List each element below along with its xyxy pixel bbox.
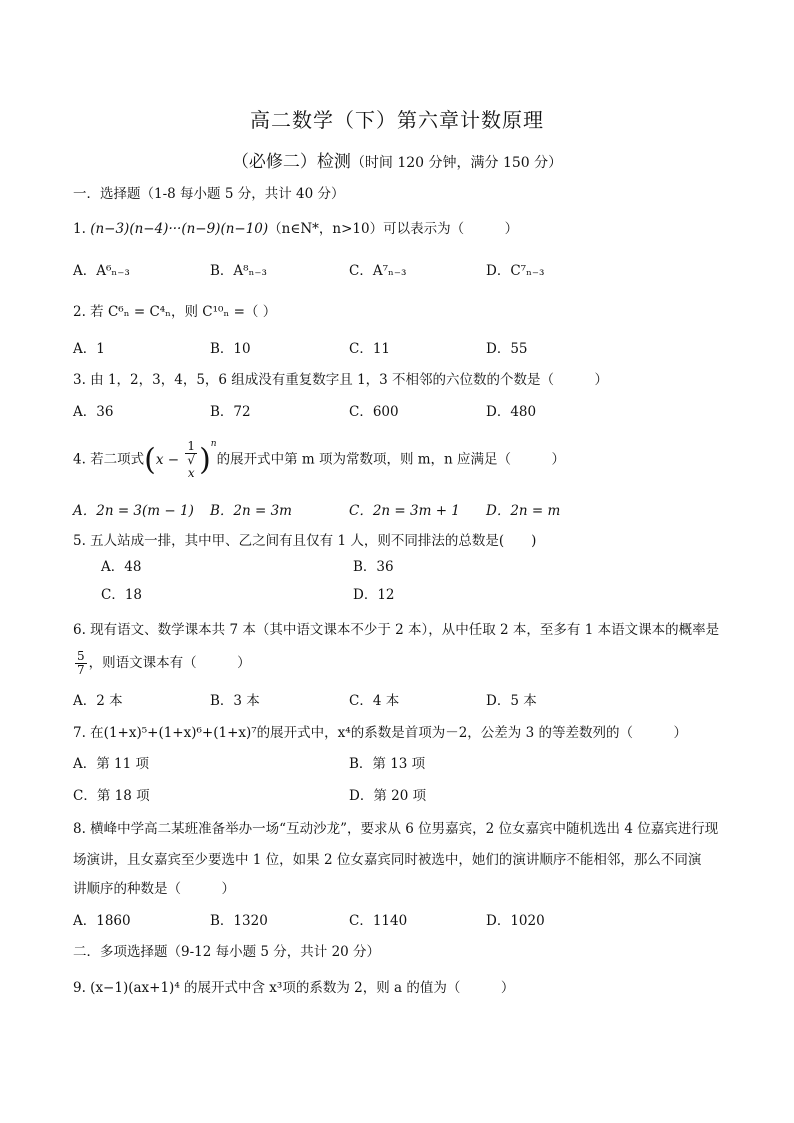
question-4 (73, 440, 565, 480)
q6-fraction-denominator: 7 (77, 663, 85, 677)
question-1 (73, 219, 518, 239)
page-subtitle (0, 147, 794, 172)
question-6-line-2 (73, 648, 251, 678)
q4-option-b: B．2n = 3m (210, 503, 292, 519)
q2-option-b: B．10 (210, 341, 251, 357)
q1-expression: (n−3)(n−4)···(n−9)(n−10) (90, 221, 269, 237)
page-title: 高二数学（下）第六章计数原理 (250, 108, 544, 132)
q4-suffix: 的展开式中第 m 项为常数项，则 m，n 应满足（ ） (216, 451, 566, 468)
q2-option-d: D．55 (486, 341, 528, 357)
q7-option-c: C．第 18 项 (73, 788, 150, 804)
q6-text-2: ，则语文课本有（ ） (88, 655, 251, 671)
q6-fraction (75, 650, 87, 677)
q1-option-a: A．A⁶ₙ₋₃ (73, 263, 130, 279)
q7-option-a: A．第 11 项 (73, 756, 150, 772)
q1-option-c: C．A⁷ₙ₋₃ (349, 263, 407, 279)
q5-option-d: D．12 (353, 587, 395, 603)
section-heading-1: 一．选择题（1-8 每小题 5 分，共计 40 分） (73, 186, 345, 202)
q1-option-d: D．C⁷ₙ₋₃ (486, 263, 545, 279)
q8-option-b: B．1320 (210, 913, 268, 929)
subtitle-note: （时间 120 分钟，满分 150 分） (350, 155, 563, 171)
q8-option-a: A．1860 (73, 913, 131, 929)
q8-option-c: C．1140 (349, 913, 408, 929)
q6-option-a: A．2 本 (73, 693, 123, 709)
q3-option-c: C．600 (349, 404, 399, 420)
q4-option-d: D．2n = m (486, 503, 561, 519)
q2-option-a: A．1 (73, 341, 105, 357)
q6-fraction-numerator: 5 (77, 649, 85, 663)
question-2: 2. 若 C⁶ₙ = C⁴ₙ，则 C¹⁰ₙ =（ ） (73, 304, 277, 320)
q1-condition: （n∈N*，n>10）可以表示为（ ） (268, 221, 519, 237)
q6-option-b: B．3 本 (210, 693, 260, 709)
question-8-line-3: 讲顺序的种数是（ ） (73, 881, 235, 897)
q7-option-d: D．第 20 项 (349, 788, 427, 804)
q4-prefix: 4. 若二项式 (73, 451, 145, 468)
question-3: 3. 由 1，2，3，4，5，6 组成没有重复数字且 1，3 不相邻的六位数的个数是（ ） (73, 372, 609, 388)
q3-option-d: D．480 (486, 404, 537, 420)
q7-option-b: B．第 13 项 (349, 756, 426, 772)
question-7: 7. 在(1+x)⁵+(1+x)⁶+(1+x)⁷的展开式中，x⁴的系数是首项为－2，公差为 3 的等差数列的（ ） (73, 725, 687, 741)
question-6-line-1: 6. 现有语文、数学课本共 7 本（其中语文课本不少于 2 本），从中任取 2 本，至多有 1 本语文课本的概率是 (73, 622, 720, 638)
q6-option-d: D．5 本 (486, 693, 537, 709)
q5-option-a: A．48 (101, 559, 142, 575)
q1-number: 1. (73, 221, 86, 237)
q2-option-c: C．11 (349, 341, 391, 357)
q5-option-c: C．18 (101, 587, 143, 603)
q8-option-d: D．1020 (486, 913, 545, 929)
q4-binomial: (x − 1 √ x )$^n$ (144, 438, 217, 480)
q6-option-c: C．4 本 (349, 693, 400, 709)
q5-option-b: B．36 (353, 559, 394, 575)
question-9: 9. (x−1)(ax+1)⁴ 的展开式中含 x³项的系数为 2，则 a 的值为（ ） (73, 980, 515, 996)
q1-option-b: B．A⁸ₙ₋₃ (210, 263, 267, 279)
q4-option-a: A．2n = 3(m − 1) (73, 503, 194, 519)
section-heading-2: 二．多项选择题（9-12 每小题 5 分，共计 20 分） (73, 944, 381, 960)
q3-option-a: A．36 (73, 404, 114, 420)
question-8-line-1: 8. 横峰中学高二某班准备举办一场“互动沙龙”，要求从 6 位男嘉宾，2 位女嘉宾中随机选出 4 位嘉宾进行现 (73, 821, 719, 837)
question-8-line-2: 场演讲，且女嘉宾至少要选中 1 位，如果 2 位女嘉宾同时被选中，她们的演讲顺序不能相邻，那么不同演 (73, 852, 702, 868)
q4-option-c: C．2n = 3m + 1 (349, 503, 460, 519)
subtitle-main: （必修二）检测 (231, 152, 351, 172)
q4-fraction: 1 √ x (187, 439, 196, 480)
q3-option-b: B．72 (210, 404, 251, 420)
question-5: 5. 五人站成一排，其中甲、乙之间有且仅有 1 人，则不同排法的总数是( ) (73, 533, 537, 549)
